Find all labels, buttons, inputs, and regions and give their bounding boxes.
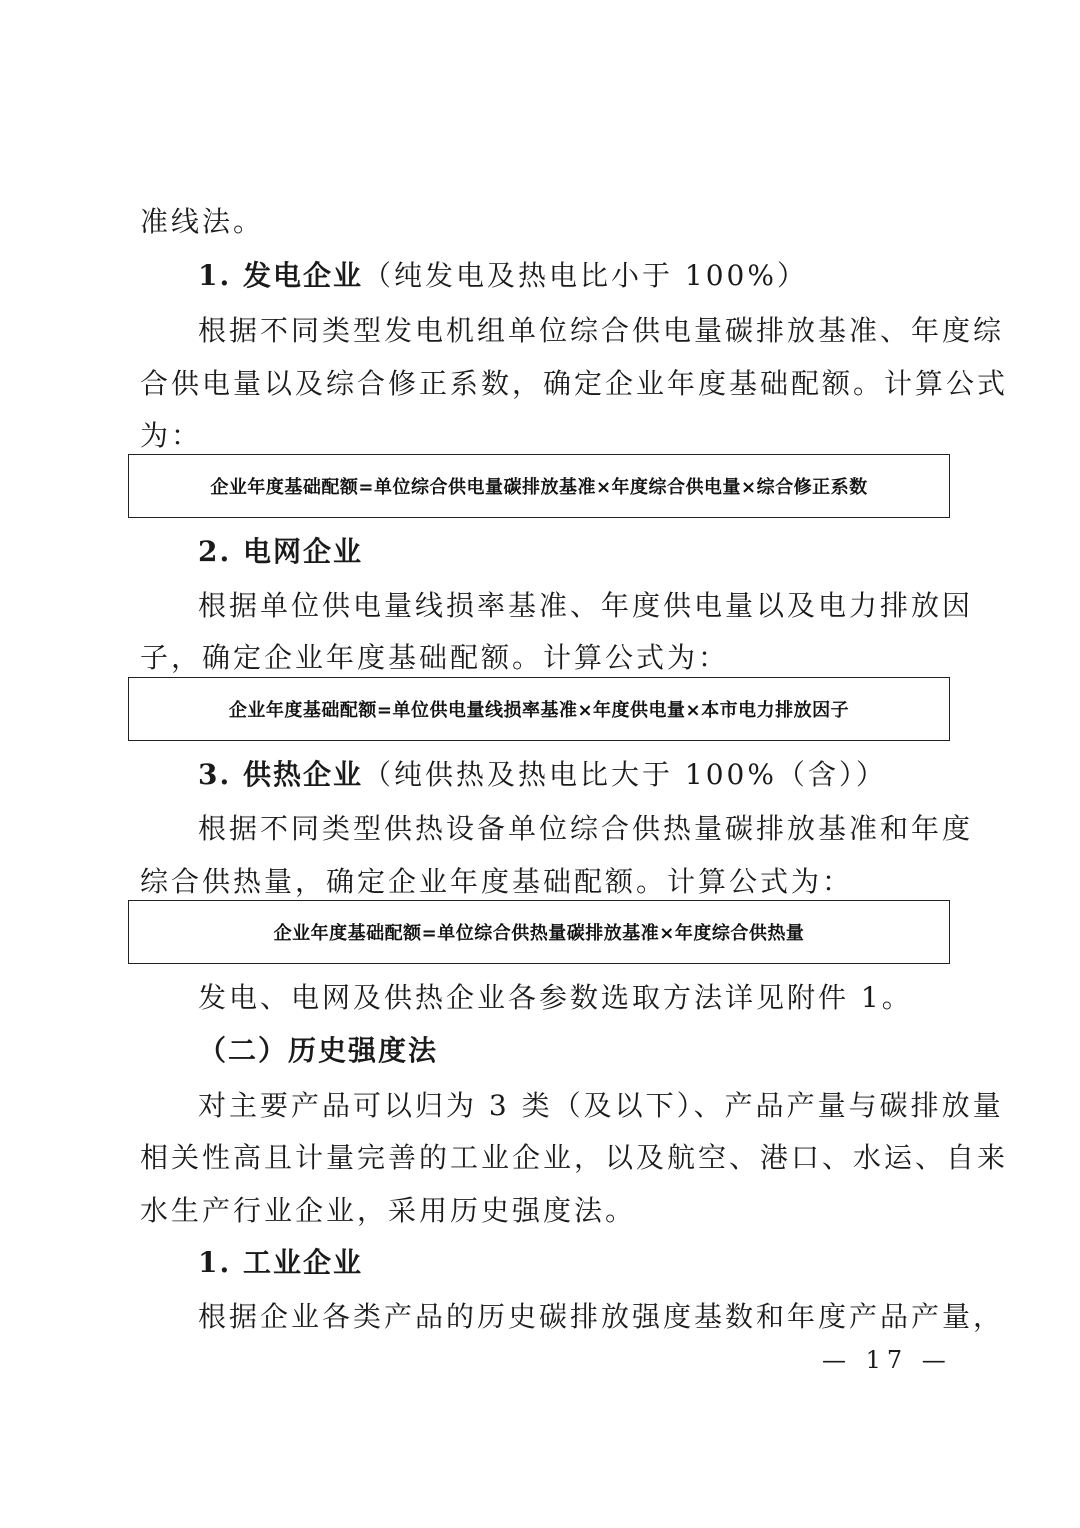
section-heading-power-generation (198, 256, 940, 296)
section-heading-historical-intensity: （二）历史强度法 (198, 1034, 439, 1067)
paragraph-line: 根据企业各类产品的历史碳排放强度基数和年度产品产量， (198, 1300, 1005, 1333)
page-number: — 17 — (822, 1346, 952, 1374)
paragraph-line: 综合供热量，确定企业年度基础配额。计算公式为： (140, 865, 854, 898)
section-heading-industrial: 1. 工业企业 (198, 1246, 363, 1279)
paragraph-line: 根据不同类型发电机组单位综合供电量碳排放基准、年度综 (198, 314, 1005, 347)
section-heading-power-grid: 2. 电网企业 (198, 535, 363, 568)
paragraph-line: 对主要产品可以归为 3 类（及以下）、产品产量与碳排放量 (198, 1089, 1004, 1122)
paragraph-line: 子，确定企业年度基础配额。计算公式为： (140, 641, 730, 674)
section-heading-heat-supply (198, 755, 940, 795)
paragraph-line: 准线法。 (140, 205, 265, 238)
paragraph-line: 为： (140, 419, 203, 452)
formula-box-power-generation: 企业年度基础配额=单位综合供电量碳排放基准×年度综合供电量×综合修正系数 (128, 454, 950, 518)
paragraph-line: 根据单位供电量线损率基准、年度供电量以及电力排放因 (198, 589, 974, 622)
heading-text: 1. 发电企业 (198, 259, 363, 292)
paragraph-line: 根据不同类型供热设备单位综合供热量碳排放基准和年度 (198, 812, 974, 845)
paragraph-line: 发电、电网及供热企业各参数选取方法详见附件 1。 (198, 981, 913, 1014)
paragraph-line: 合供电量以及综合修正系数，确定企业年度基础配额。计算公式 (140, 367, 1009, 400)
heading-note: （纯发电及热电比小于 100%） (362, 259, 808, 292)
heading-text: 3. 供热企业 (198, 758, 363, 791)
formula-box-heat-supply: 企业年度基础配额=单位综合供热量碳排放基准×年度综合供热量 (128, 900, 950, 964)
formula-box-power-grid: 企业年度基础配额=单位供电量线损率基准×年度供电量×本市电力排放因子 (128, 677, 950, 741)
paragraph-line: 相关性高且计量完善的工业企业，以及航空、港口、水运、自来 (140, 1141, 1009, 1174)
heading-note: （纯供热及热电比大于 100%（含）） (362, 758, 887, 791)
paragraph-line: 水生产行业企业，采用历史强度法。 (140, 1194, 637, 1227)
